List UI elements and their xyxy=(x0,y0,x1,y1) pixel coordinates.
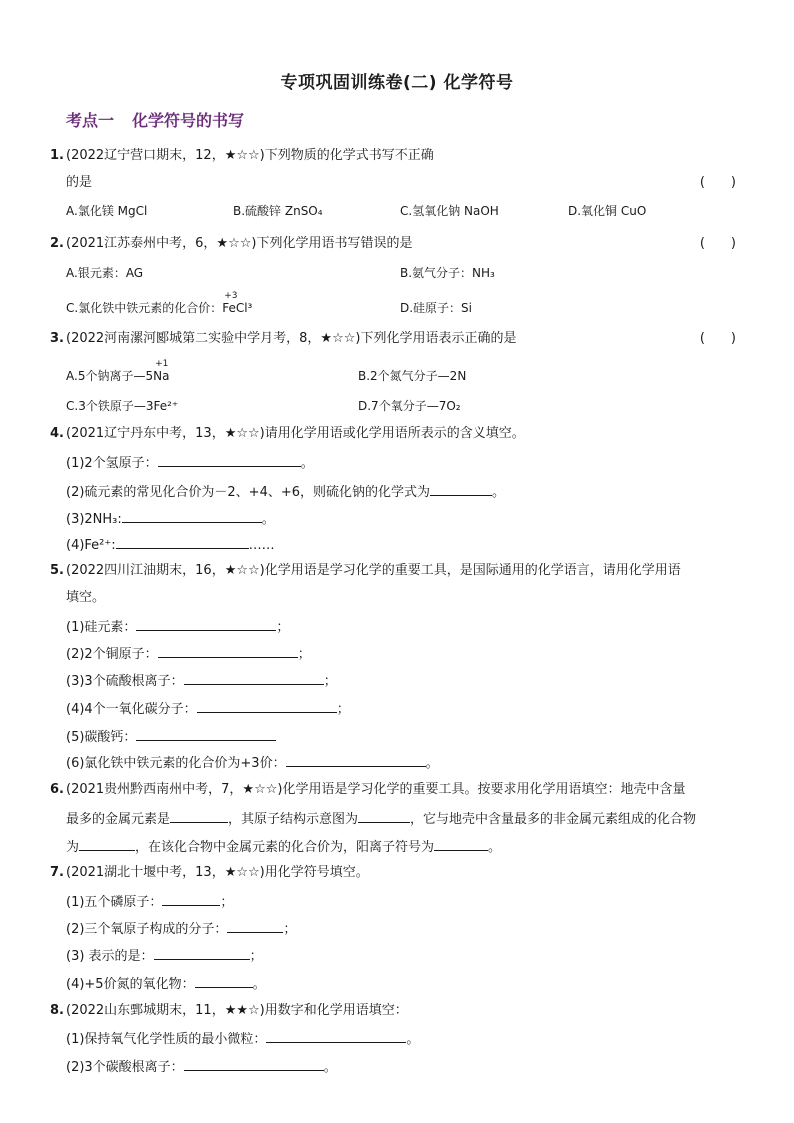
option-c: C.3个铁原子—3Fe²⁺ xyxy=(66,399,179,413)
punct: 。 xyxy=(300,456,314,471)
sub-question xyxy=(66,616,289,638)
punct: ； xyxy=(336,702,350,717)
option-a xyxy=(66,359,170,386)
formula: FeCl³ xyxy=(222,301,253,315)
sub-question xyxy=(66,698,350,720)
sub-question xyxy=(66,891,233,913)
question-number: 1. xyxy=(50,148,64,163)
question-number: 7. xyxy=(50,865,64,880)
sub-question xyxy=(66,452,314,474)
question-stem: (2022四川江油期末，16，★☆☆)化学用语是学习化学的重要工具，是国际通用的化学语言，请用化学用语 xyxy=(66,563,681,578)
prompt: (5)碳酸钙： xyxy=(66,730,137,745)
prompt: (3)2NH₃: xyxy=(66,512,122,527)
question-stem: (2021辽宁丹东中考，13，★☆☆)请用化学用语或化学用语所表示的含义填空。 xyxy=(66,426,525,441)
prompt: (2)2个铜原子： xyxy=(66,647,158,662)
prompt: (2)3个碳酸根离子： xyxy=(66,1060,184,1075)
punct: 。 xyxy=(261,512,275,527)
punct: …… xyxy=(248,538,275,553)
punct: 。 xyxy=(323,1060,337,1075)
prompt: (4)4个一氧化碳分子： xyxy=(66,702,197,717)
symbol: Na xyxy=(153,369,170,383)
sub-question xyxy=(66,1056,337,1078)
answer-blank[interactable] xyxy=(434,836,488,851)
punct: ； xyxy=(323,674,337,689)
section-title: 化学符号的书写 xyxy=(132,111,245,130)
option-c: C.氢氧化钠 NaOH xyxy=(400,204,499,218)
question-line xyxy=(66,836,501,858)
question-number: 6. xyxy=(50,782,64,797)
answer-blank[interactable] xyxy=(136,616,276,631)
question-number: 2. xyxy=(50,236,64,251)
prompt: (2)三个氧原子构成的分子： xyxy=(66,922,228,937)
answer-blank[interactable] xyxy=(162,891,220,906)
answer-blank[interactable] xyxy=(197,698,337,713)
sub-question xyxy=(66,534,275,556)
punct: 。 xyxy=(492,485,506,500)
text: ，其原子结构示意图为 xyxy=(228,812,359,827)
valence-formula xyxy=(222,291,253,318)
answer-blank[interactable] xyxy=(116,534,249,549)
sub-question xyxy=(66,643,311,665)
sub-question xyxy=(66,670,337,692)
punct: ； xyxy=(297,647,311,662)
question-number: 8. xyxy=(50,1003,64,1018)
punct: 。 xyxy=(425,756,439,771)
text: 最多的金属元素是 xyxy=(66,812,171,827)
answer-blank[interactable] xyxy=(154,945,250,960)
answer-blank[interactable] xyxy=(170,808,228,823)
text: 。 xyxy=(488,840,502,855)
punct: ； xyxy=(249,949,263,964)
page-title: 专项巩固训练卷(二) 化学符号 xyxy=(280,73,514,93)
punct: 。 xyxy=(252,977,266,992)
question-stem: (2021贵州黔西南州中考，7，★☆☆)化学用语是学习化学的重要工具。按要求用化学用语填空：地壳中含量 xyxy=(66,782,686,797)
sub-question xyxy=(66,918,296,940)
answer-paren: ( ) xyxy=(699,331,736,346)
answer-blank[interactable] xyxy=(136,726,276,741)
prompt: (4)+5价氮的氧化物： xyxy=(66,977,195,992)
text: ，它与地壳中含量最多的非金属元素组成的化合物 xyxy=(410,812,697,827)
question-number: 3. xyxy=(50,331,64,346)
prompt: (6)氯化铁中铁元素的化合价为+3价： xyxy=(66,756,286,771)
section-heading xyxy=(66,108,244,131)
text: ，在该化合物中金属元素的化合价为，阳离子符号为 xyxy=(135,840,435,855)
answer-blank[interactable] xyxy=(358,808,410,823)
sub-question xyxy=(66,508,275,530)
answer-blank[interactable] xyxy=(430,481,492,496)
question-stem: (2021湖北十堰中考，13，★☆☆)用化学符号填空。 xyxy=(66,865,369,880)
question-number: 4. xyxy=(50,426,64,441)
prompt: (2)硫元素的常见化合价为－2、+4、+6，则硫化钠的化学式为 xyxy=(66,485,431,500)
option-c-text: C.氯化铁中铁元素的化合价： xyxy=(66,301,223,315)
answer-blank[interactable] xyxy=(227,918,283,933)
punct: ； xyxy=(220,895,234,910)
question-number: 5. xyxy=(50,563,64,578)
option-b: B.硫酸锌 ZnSO₄ xyxy=(233,204,323,218)
answer-paren: ( ) xyxy=(699,236,736,251)
option-a: A.银元素：AG xyxy=(66,266,144,280)
charge-symbol xyxy=(153,359,170,386)
sub-question xyxy=(66,726,276,748)
prompt: (3)3个硫酸根离子： xyxy=(66,674,184,689)
option-b: B.2个氮气分子—2N xyxy=(358,369,467,383)
valence-mark: +3 xyxy=(224,291,238,301)
answer-paren: ( ) xyxy=(699,175,736,190)
prompt: (4)Fe²⁺: xyxy=(66,538,116,553)
option-a-text: A.5个钠离子—5 xyxy=(66,369,154,383)
question-stem-cont: 填空。 xyxy=(66,590,106,605)
option-d: D.硅原子：Si xyxy=(400,301,473,315)
charge-mark: +1 xyxy=(155,359,169,369)
answer-blank[interactable] xyxy=(286,752,426,767)
prompt: (1)五个磷原子： xyxy=(66,895,163,910)
sub-question xyxy=(66,481,505,503)
prompt: (3) 表示的是： xyxy=(66,949,154,964)
option-b: B.氨气分子：NH₃ xyxy=(400,266,495,280)
prompt: (1)2个氢原子： xyxy=(66,456,158,471)
option-c xyxy=(66,291,253,318)
answer-blank[interactable] xyxy=(79,836,135,851)
question-stem-cont: 的是 xyxy=(66,175,93,190)
prompt: (1)硅元素： xyxy=(66,620,137,635)
prompt: (1)保持氧气化学性质的最小微粒： xyxy=(66,1032,267,1047)
answer-blank[interactable] xyxy=(158,452,301,467)
question-stem: (2022山东鄄城期末，11，★★☆)用数字和化学用语填空： xyxy=(66,1003,408,1018)
answer-blank[interactable] xyxy=(184,1056,324,1071)
question-line xyxy=(66,808,696,830)
punct: 。 xyxy=(406,1032,420,1047)
sub-question xyxy=(66,1028,419,1050)
answer-blank[interactable] xyxy=(158,643,298,658)
text: 为 xyxy=(66,840,80,855)
sub-question xyxy=(66,752,439,774)
answer-blank[interactable] xyxy=(195,973,253,988)
question-stem: (2022河南漯河郾城第二实验中学月考，8，★☆☆)下列化学用语表示正确的是 xyxy=(66,331,517,346)
option-d: D.氧化铜 CuO xyxy=(568,204,647,218)
question-stem: (2022辽宁营口期末，12，★☆☆)下列物质的化学式书写不正确 xyxy=(66,148,434,163)
answer-blank[interactable] xyxy=(184,670,324,685)
punct: ； xyxy=(283,922,297,937)
answer-blank[interactable] xyxy=(266,1028,406,1043)
sub-question xyxy=(66,945,263,967)
section-label: 考点一 xyxy=(66,111,115,130)
sub-question xyxy=(66,973,266,995)
question-stem: (2021江苏泰州中考，6，★☆☆)下列化学用语书写错误的是 xyxy=(66,236,413,251)
option-d: D.7个氧分子—7O₂ xyxy=(358,399,461,413)
answer-blank[interactable] xyxy=(122,508,262,523)
option-a: A.氯化镁 MgCl xyxy=(66,204,148,218)
punct: ； xyxy=(276,620,290,635)
